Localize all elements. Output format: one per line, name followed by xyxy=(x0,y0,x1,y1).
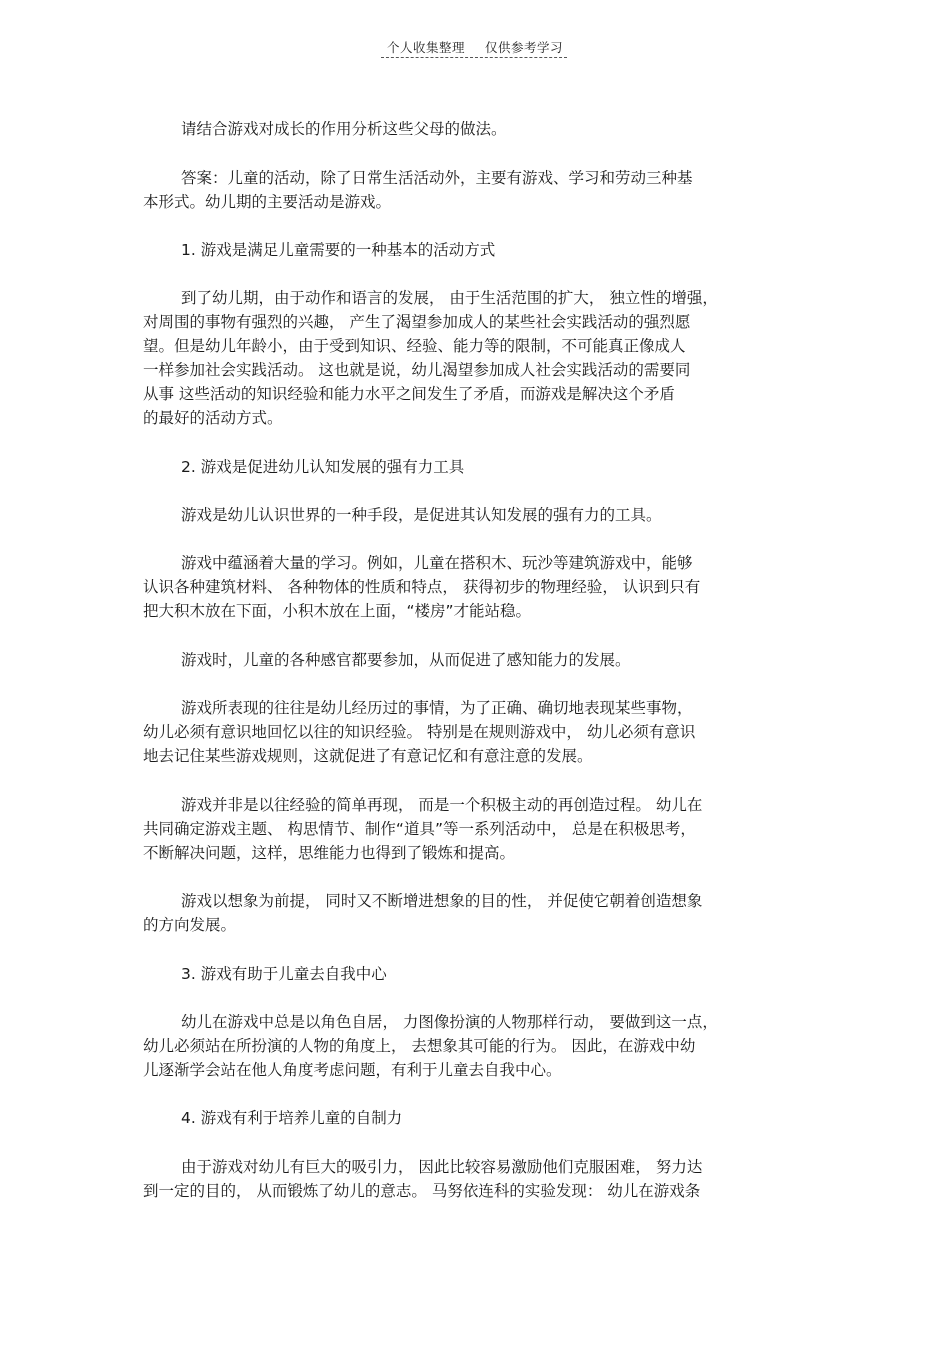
text-line: 游戏所表现的往往是幼儿经历过的事情，为了正确、确切地表现某些事物， xyxy=(181,699,693,717)
page-header xyxy=(0,38,950,56)
text-line: 望。但是幼儿年龄小，由于受到知识、经验、能力等的限制，不可能真正像成人 xyxy=(143,337,686,355)
header-divider xyxy=(381,57,567,58)
text-line: 游戏中蕴涵着大量的学习。例如，儿童在搭积木、玩沙等建筑游戏中，能够 xyxy=(181,554,693,572)
text-line: 的最好的活动方式。 xyxy=(143,409,283,427)
text-line: 3. 游戏有助于儿童去自我中心 xyxy=(181,965,387,983)
header-left-text: 个人收集整理 xyxy=(386,40,465,55)
text-line: 儿逐渐学会站在他人角度考虑问题，有利于儿童去自我中心。 xyxy=(143,1061,562,1079)
text-line: 认识各种建筑材料、 各种物体的性质和特点， 获得初步的物理经验， 认识到只有 xyxy=(143,578,701,596)
text-line: 游戏并非是以往经验的简单再现， 而是一个积极主动的再创造过程。 幼儿在 xyxy=(181,796,703,814)
text-line: 幼儿必须站在所扮演的人物的角度上， 去想象其可能的行为。 因此，在游戏中幼 xyxy=(143,1037,696,1055)
text-line: 幼儿在游戏中总是以角色自居， 力图像扮演的人物那样行动， 要做到这一点， xyxy=(181,1013,718,1031)
text-line: 请结合游戏对成长的作用分析这些父母的做法。 xyxy=(181,120,507,138)
text-line: 由于游戏对幼儿有巨大的吸引力， 因此比较容易激励他们克服困难， 努力达 xyxy=(181,1158,703,1176)
text-line: 游戏是幼儿认识世界的一种手段，是促进其认知发展的强有力的工具。 xyxy=(181,506,662,524)
text-line: 把大积木放在下面，小积木放在上面，“楼房”才能站稳。 xyxy=(143,602,532,620)
text-line: 答案：儿童的活动，除了日常生活活动外，主要有游戏、学习和劳动三种基 xyxy=(181,169,693,187)
text-line: 从事 这些活动的知识经验和能力水平之间发生了矛盾，而游戏是解决这个矛盾 xyxy=(143,385,675,403)
text-line: 地去记住某些游戏规则，这就促进了有意记忆和有意注意的发展。 xyxy=(143,747,593,765)
text-line: 4. 游戏有利于培养儿童的自制力 xyxy=(181,1109,403,1127)
text-line: 1. 游戏是满足儿童需要的一种基本的活动方式 xyxy=(181,241,496,259)
text-line: 一样参加社会实践活动。 这也就是说，幼儿渴望参加成人社会实践活动的需要同 xyxy=(143,361,691,379)
text-line: 游戏时，儿童的各种感官都要参加，从而促进了感知能力的发展。 xyxy=(181,651,631,669)
text-line: 的方向发展。 xyxy=(143,916,237,934)
text-line: 到了幼儿期，由于动作和语言的发展， 由于生活范围的扩大， 独立性的增强， xyxy=(181,289,718,307)
text-line: 游戏以想象为前提， 同时又不断增进想象的目的性， 并促使它朝着创造想象 xyxy=(181,892,703,910)
text-line: 2. 游戏是促进幼儿认知发展的强有力工具 xyxy=(181,458,465,476)
text-line: 共同确定游戏主题、 构思情节、制作“道具”等一系列活动中， 总是在积极思考， xyxy=(143,820,696,838)
text-line: 对周围的事物有强烈的兴趣， 产生了渴望参加成人的某些社会实践活动的强烈愿 xyxy=(143,313,691,331)
text-line: 不断解决问题，这样，思维能力也得到了锻炼和提高。 xyxy=(143,844,516,862)
text-line: 本形式。幼儿期的主要活动是游戏。 xyxy=(143,193,392,211)
text-line: 到一定的目的， 从而锻炼了幼儿的意志。 马努依连科的实验发现： 幼儿在游戏条 xyxy=(143,1182,701,1200)
header-right-text: 仅供参考学习 xyxy=(485,40,564,55)
text-line: 幼儿必须有意识地回忆以往的知识经验。 特别是在规则游戏中， 幼儿必须有意识 xyxy=(143,723,696,741)
